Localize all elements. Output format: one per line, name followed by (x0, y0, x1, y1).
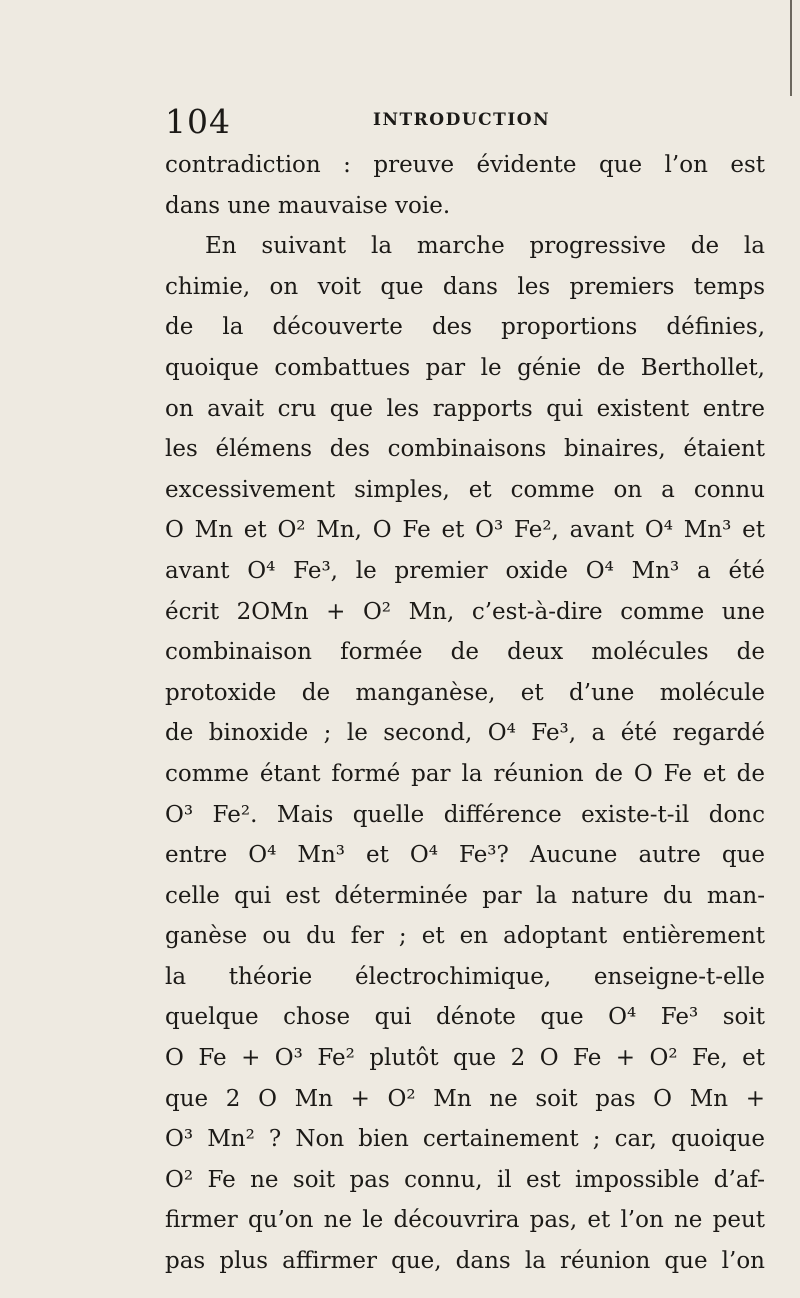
text-line: excessivement simples, et comme on a connu (165, 476, 765, 503)
text-line: O³ Fe². Mais quelle différence existe-t-il donc (165, 801, 765, 828)
text-line: de binoxide ; le second, O⁴ Fe³, a été regardé (165, 720, 765, 747)
text-line: entre O⁴ Mn³ et O⁴ Fe³? Aucune autre que (165, 842, 765, 869)
text-line: O³ Mn² ? Non bien certainement ; car, quoique (165, 1126, 765, 1153)
running-head: INTRODUCTION (373, 110, 551, 130)
body-text (165, 145, 765, 1282)
text-line: firmer qu’on ne le découvrira pas, et l’on ne peut (165, 1207, 765, 1234)
text-line: celle qui est déterminée par la nature du man- (165, 882, 765, 909)
text-line: les élémens des combinaisons binaires, étaient (165, 436, 765, 463)
text-line: O Fe + O³ Fe² plutôt que 2 O Fe + O² Fe, et (165, 1045, 765, 1072)
text-line: contradiction : preuve évidente que l’on est (165, 152, 765, 178)
text-line: quoique combattues par le génie de Berthollet, (165, 354, 765, 381)
text-line: de la découverte des proportions définies, (165, 314, 765, 341)
text-line: on avait cru que les rapports qui existent entre (165, 395, 765, 422)
text-line: que 2 O Mn + O² Mn ne soit pas O Mn + (165, 1085, 765, 1112)
text-line: combinaison formée de deux molécules de (165, 639, 765, 666)
text-line: ganèse ou du fer ; et en adoptant entièrement (165, 923, 765, 950)
text-line: quelque chose qui dénote que O⁴ Fe³ soit (165, 1004, 765, 1031)
text-line: pas plus affirmer que, dans la réunion que l’on (165, 1248, 765, 1275)
page-header (165, 102, 765, 142)
text-line: dans une mauvaise voie. (165, 192, 451, 219)
text-line: En suivant la marche progressive de la (205, 233, 765, 260)
text-line: protoxide de manganèse, et d’une molécule (165, 679, 765, 706)
text-line: avant O⁴ Fe³, le premier oxide O⁴ Mn³ a été (165, 557, 765, 584)
page-edge-shadow (790, 0, 792, 96)
text-line: chimie, on voit que dans les premiers temps (165, 273, 765, 300)
text-line: O Mn et O² Mn, O Fe et O³ Fe², avant O⁴ Mn³ et (165, 517, 765, 544)
text-line: O² Fe ne soit pas connu, il est impossible d’af- (165, 1166, 765, 1193)
text-line: comme étant formé par la réunion de O Fe et de (165, 760, 765, 787)
page-number: 104 (165, 102, 231, 141)
text-line: la théorie électrochimique, enseigne-t-elle (165, 963, 765, 990)
text-line: écrit 2OMn + O² Mn, c’est-à-dire comme une (165, 598, 765, 625)
